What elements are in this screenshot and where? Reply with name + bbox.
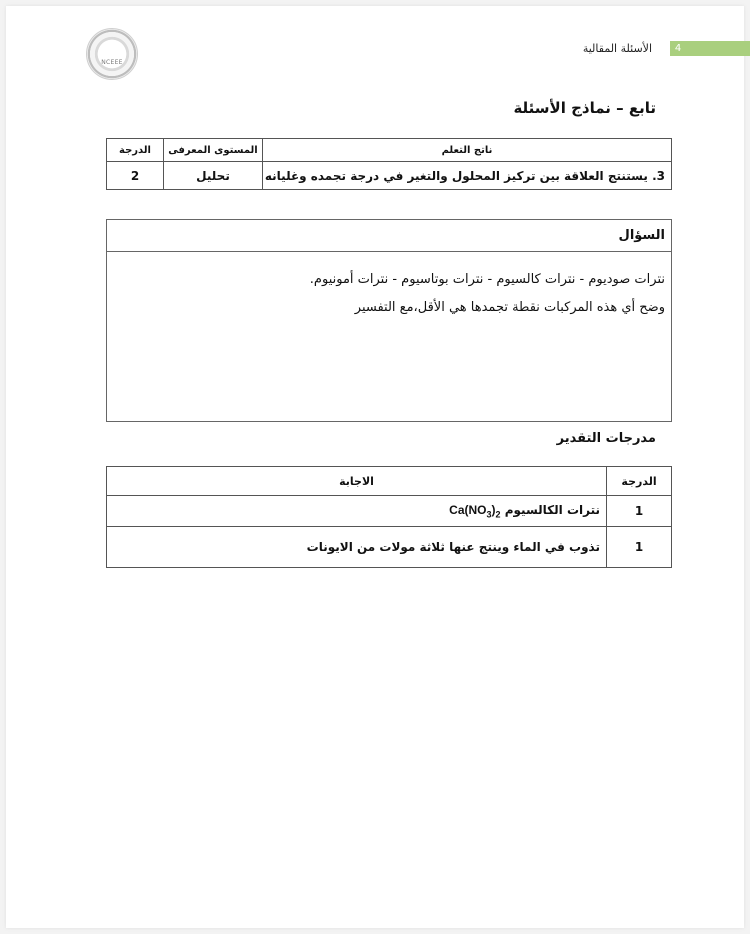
page-subtitle: تابع – نماذج الأسئلة [513, 99, 656, 117]
learning-outcome-table [106, 138, 672, 190]
page-number: 4 [674, 43, 682, 54]
table-row [107, 527, 672, 568]
row-answer: تذوب في الماء وينتج عنها ثلاثة مولات من الايونات [107, 527, 607, 568]
formula-close: ) [491, 502, 496, 517]
question-line-2: وضح أي هذه المركبات نقطة تجمدها هي الأقل،مع التفسير [354, 300, 665, 315]
outcome-text: 3. يستنتج العلاقة بين تركيز المحلول والتغير في درجة تجمده وغليانه [263, 162, 672, 190]
formula-base: Ca(NO [449, 502, 487, 517]
question-box [106, 219, 672, 422]
question-body [107, 252, 671, 322]
answer-text: نترات الكالسيوم [504, 502, 600, 517]
logo-text: NCEEE [101, 59, 123, 66]
answer-header: الاجابة [107, 467, 607, 496]
row-answer [107, 496, 607, 527]
row-grade: 1 [607, 496, 672, 527]
outcome-header: ناتج التعلم [263, 139, 672, 162]
outcome-header-row [107, 139, 672, 162]
formula-subscript-2: 2 [495, 509, 501, 520]
section-title: الأسئلة المقالية [582, 42, 652, 55]
grading-criteria-heading: مدرجات التقدير [556, 431, 656, 446]
outcome-row [107, 162, 672, 190]
cognitive-level-value: تحليل [164, 162, 263, 190]
cognitive-level-header: المستوى المعرفى [164, 139, 263, 162]
document-page [6, 6, 744, 928]
table-row [107, 496, 672, 527]
institution-logo [86, 28, 138, 80]
row-grade: 1 [607, 527, 672, 568]
answer-grade-header: الدرجة [607, 467, 672, 496]
chemical-formula [449, 502, 501, 520]
answer-table [106, 466, 672, 568]
answer-header-row [107, 467, 672, 496]
formula-subscript-1: 3 [486, 509, 492, 520]
grade-value: 2 [107, 162, 164, 190]
grade-header: الدرجة [107, 139, 164, 162]
question-line-1: نترات صوديوم - نترات كالسيوم - نترات بوتاسيوم - نترات أمونيوم. [309, 272, 665, 287]
question-heading: السؤال [107, 220, 671, 252]
